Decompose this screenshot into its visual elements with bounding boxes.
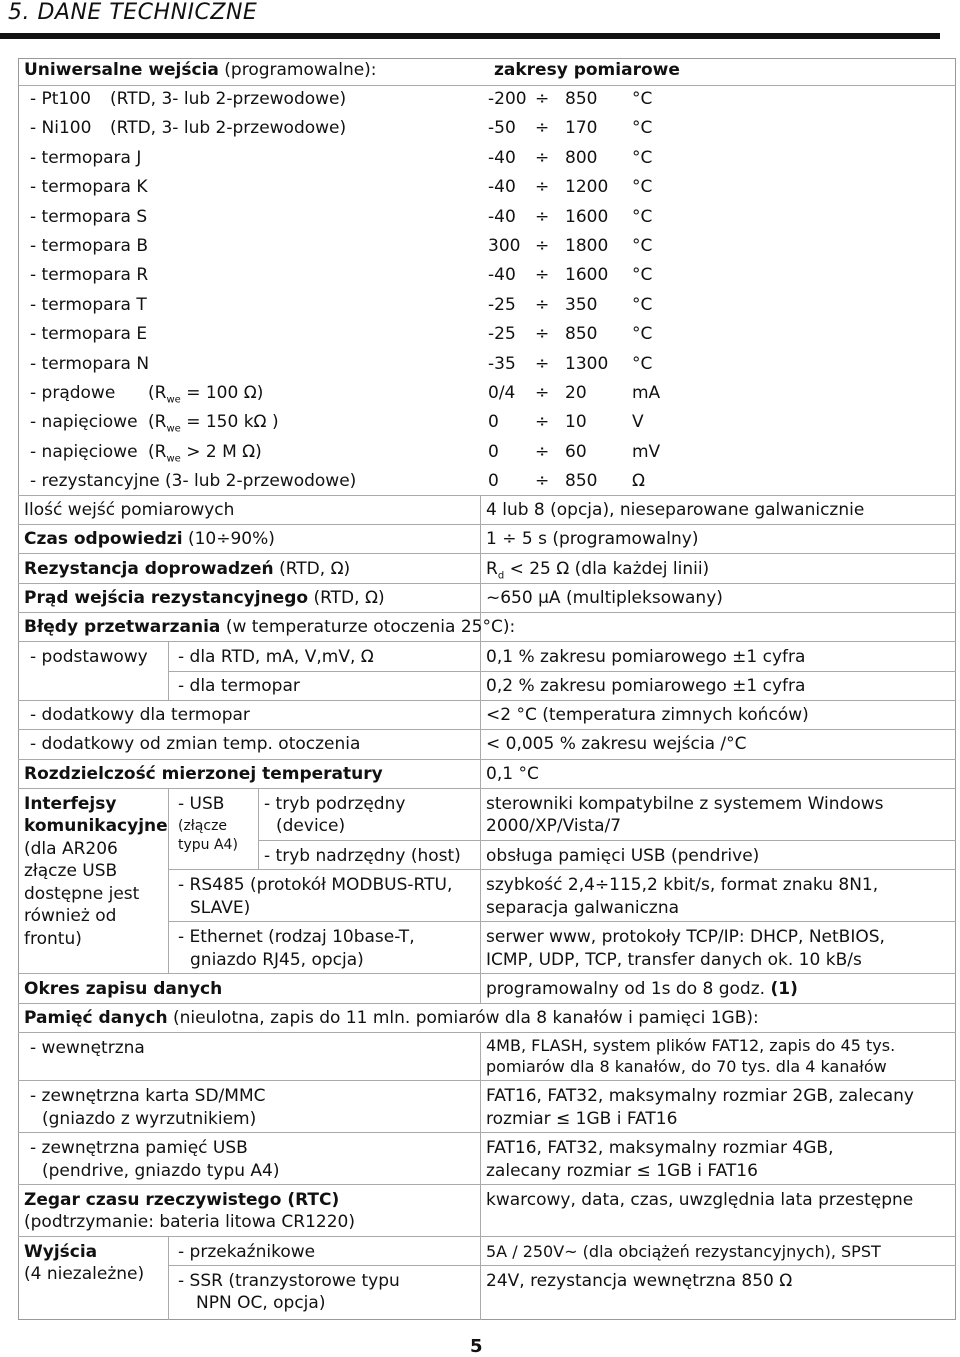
basic-error-rtd: - dla RTD, mA, V,mV, Ω [178,647,374,667]
memory-usb-value-2: zalecany rozmiar ≤ 1GB i FAT16 [486,1161,758,1181]
range-min: -200 [488,89,527,109]
input-type-name: - termopara J [30,148,142,168]
input-type-desc: (RTD, 3- lub 2-przewodowe) [110,89,347,109]
ethernet-value-2: ICMP, UDP, TCP, transfer danych ok. 10 kB/s [486,950,862,970]
relay-output-value: 5A / 250V~ (dla obciążeń rezystancyjnych), SPST [486,1242,881,1261]
errors-heading: Błędy przetwarzania (w temperaturze otoczenia 25°C): [24,617,516,637]
outputs-note: (4 niezależne) [24,1264,145,1284]
range-max: 350 [565,295,598,315]
col-divider [480,973,481,1003]
col-divider [168,788,169,973]
memory-sd-2: (gniazdo z wyrzutnikiem) [42,1109,257,1129]
row-divider [18,641,956,642]
ethernet-value: serwer www, protokoły TCP/IP: DHCP, NetBIOS, [486,927,885,947]
input-type-desc: (3- lub 2-przewodowe) [165,471,357,491]
input-current-value: ~650 µA (multipleksowany) [486,588,723,608]
row-divider [18,85,956,86]
range-max: 170 [565,118,598,138]
range-min: 0 [488,412,499,432]
input-type-desc: ($R_{we} = 150$ kΩ ) [148,412,279,435]
col-divider [258,788,259,869]
row-divider [18,1080,956,1081]
page-number: 5 [470,1336,483,1357]
row-divider [18,973,956,974]
range-separator: ÷ [535,295,550,315]
input-type-name: - termopara E [30,324,148,344]
range-max: 850 [565,324,598,344]
range-separator: ÷ [535,442,550,462]
input-type-name: - termopara T [30,295,147,315]
range-min: -25 [488,324,516,344]
basic-error-tc: - dla termopar [178,676,300,696]
range-separator: ÷ [535,118,550,138]
input-type-name: - Ni100 [30,118,92,138]
row-divider [18,1132,956,1133]
range-max: 20 [565,383,587,403]
extra-error-tc: - dodatkowy dla termopar [30,705,250,725]
interfaces-note-1: (dla AR206 [24,839,118,859]
range-unit: °C [632,324,653,344]
range-min: 300 [488,236,521,256]
rs485-value-2: separacja galwaniczna [486,898,680,918]
col-divider [168,641,169,700]
range-separator: ÷ [535,412,550,432]
range-separator: ÷ [535,324,550,344]
range-unit: Ω [632,471,645,491]
range-separator: ÷ [535,148,550,168]
range-unit: °C [632,354,653,374]
ssr-output-value: 24V, rezystancja wewnętrzna 850 Ω [486,1271,793,1291]
range-min: -35 [488,354,516,374]
input-type-desc: (RTD, 3- lub 2-przewodowe) [110,118,347,138]
rs485-label: - RS485 (protokół MODBUS-RTU, [178,875,453,895]
row-divider [18,700,956,701]
usb-note-1: (złącze [178,818,228,834]
input-type-name: - napięciowe [30,442,138,462]
relay-output: - przekaźnikowe [178,1242,316,1262]
range-unit: °C [632,148,653,168]
usb-host-value: obsługa pamięci USB (pendrive) [486,846,760,866]
range-min: -25 [488,295,516,315]
range-unit: °C [632,177,653,197]
memory-heading: Pamięć danych (nieulotna, zapis do 11 mln. pomiarów dla 8 kanałów i pamięci 1GB): [24,1008,759,1028]
logging-label: Okres zapisu danych [24,979,223,999]
interfaces-label-2: komunikacyjne [24,816,168,836]
input-count-label: Ilość wejść pomiarowych [24,500,235,520]
response-time-label: Czas odpowiedzi (10÷90%) [24,529,275,549]
interfaces-note-3: dostępne jest [24,884,140,904]
interfaces-note-2: złącze USB [24,861,118,881]
range-separator: ÷ [535,383,550,403]
range-unit: °C [632,295,653,315]
input-type-name: - rezystancyjne [30,471,160,491]
range-max: 60 [565,442,587,462]
row-divider [18,1184,956,1185]
range-min: -40 [488,177,516,197]
row-divider [18,495,956,496]
lead-resistance-value: $R_d < 25$ Ω (dla każdej linii) [486,559,710,582]
rs485-value: szybkość 2,4÷115,2 kbit/s, format znaku 8N1, [486,875,879,895]
memory-sd-value-2: rozmiar ≤ 1GB i FAT16 [486,1109,678,1129]
range-unit: V [632,412,644,432]
input-type-name: - termopara N [30,354,150,374]
basic-error-tc-value: 0,2 % zakresu pomiarowego ±1 cyfra [486,676,806,696]
input-type-name: - napięciowe [30,412,138,432]
ranges-heading: zakresy pomiarowe [494,60,680,80]
range-separator: ÷ [535,354,550,374]
range-unit: °C [632,118,653,138]
range-max: 850 [565,471,598,491]
range-min: 0/4 [488,383,516,403]
range-unit: °C [632,207,653,227]
range-unit: °C [632,265,653,285]
row-divider [18,1032,956,1033]
input-count-value: 4 lub 8 (opcja), nieseparowane galwanicznie [486,500,865,520]
rs485-label-2: SLAVE) [190,898,251,918]
usb-label: - USB [178,794,225,814]
extra-error-temp: - dodatkowy od zmian temp. otoczenia [30,734,361,754]
range-unit: °C [632,89,653,109]
row-divider [18,524,956,525]
range-min: -50 [488,118,516,138]
range-max: 1600 [565,265,609,285]
input-type-name: - termopara K [30,177,148,197]
resolution-label: Rozdzielczość mierzonej temperatury [24,764,383,784]
row-divider [18,729,956,730]
usb-note-2: typu A4) [178,837,238,853]
range-max: 1600 [565,207,609,227]
input-type-name: - termopara B [30,236,148,256]
range-min: -40 [488,207,516,227]
inputs-heading: Uniwersalne wejścia (programowalne): [24,60,377,80]
row-divider [168,921,956,922]
interfaces-note-5: frontu) [24,929,82,949]
extra-error-temp-value: < 0,005 % zakresu wejścia /°C [486,734,747,754]
ssr-output: - SSR (tranzystorowe typu [178,1271,400,1291]
rtc-note: (podtrzymanie: bateria litowa CR1220) [24,1212,356,1232]
range-max: 10 [565,412,587,432]
input-type-desc: ($R_{we} = 100$ Ω) [148,383,264,406]
row-divider [168,671,956,672]
usb-device-value-2: 2000/XP/Vista/7 [486,816,622,836]
range-separator: ÷ [535,471,550,491]
input-type-name: - prądowe [30,383,116,403]
memory-usb-2: (pendrive, gniazdo typu A4) [42,1161,280,1181]
extra-error-tc-value: <2 °C (temperatura zimnych końców) [486,705,809,725]
memory-usb-value: FAT16, FAT32, maksymalny rozmiar 4GB, [486,1138,834,1158]
range-separator: ÷ [535,89,550,109]
range-min: 0 [488,471,499,491]
range-max: 800 [565,148,598,168]
row-divider [18,788,956,789]
interfaces-label: Interfejsy [24,794,117,814]
row-divider [168,1265,956,1266]
lead-resistance-label: Rezystancja doprowadzeń (RTD, Ω) [24,559,351,579]
range-unit: °C [632,236,653,256]
interfaces-note-4: również od [24,906,117,926]
col-divider [480,1032,481,1320]
col-divider [168,1236,169,1320]
range-min: -40 [488,265,516,285]
rtc-label: Zegar czasu rzeczywistego (RTC) [24,1190,340,1210]
rtc-value: kwarcowy, data, czas, uwzględnia lata przestępne [486,1190,914,1210]
section-title: 5. DANE TECHNICZNE [8,0,258,25]
memory-sd: - zewnętrzna karta SD/MMC [30,1086,266,1106]
col-divider [480,641,481,973]
row-divider [18,759,956,760]
range-separator: ÷ [535,265,550,285]
input-type-name: - termopara R [30,265,149,285]
input-type-name: - termopara S [30,207,148,227]
range-min: 0 [488,442,499,462]
memory-usb: - zewnętrzna pamięć USB [30,1138,248,1158]
row-divider [18,1003,956,1004]
usb-host-mode: - tryb nadrzędny (host) [264,846,461,866]
row-divider [18,1236,956,1237]
range-min: -40 [488,148,516,168]
ethernet-label: - Ethernet (rodzaj 10base-T, [178,927,415,947]
usb-device-value: sterowniki kompatybilne z systemem Windows [486,794,884,814]
basic-error-label: - podstawowy [30,647,148,667]
ethernet-label-2: gniazdo RJ45, opcja) [190,950,364,970]
row-divider [168,869,956,870]
range-max: 1800 [565,236,609,256]
range-max: 1300 [565,354,609,374]
range-unit: mA [632,383,661,403]
range-unit: mV [632,442,661,462]
ssr-output-2: NPN OC, opcja) [196,1293,326,1313]
row-divider [258,840,956,841]
row-divider [18,553,956,554]
range-max: 850 [565,89,598,109]
response-time-value: 1 ÷ 5 s (programowalny) [486,529,699,549]
row-divider [18,612,956,613]
input-type-name: - Pt100 [30,89,91,109]
usb-device-mode: - tryb podrzędny [264,794,406,814]
range-max: 1200 [565,177,609,197]
memory-internal-value-2: pomiarów dla 8 kanałów, do 70 tys. dla 4 kanałów [486,1057,887,1076]
range-separator: ÷ [535,177,550,197]
range-separator: ÷ [535,207,550,227]
memory-internal: - wewnętrzna [30,1038,145,1058]
resolution-value: 0,1 °C [486,764,539,784]
basic-error-rtd-value: 0,1 % zakresu pomiarowego ±1 cyfra [486,647,806,667]
range-separator: ÷ [535,236,550,256]
outputs-label: Wyjścia [24,1242,98,1262]
memory-sd-value: FAT16, FAT32, maksymalny rozmiar 2GB, zalecany [486,1086,914,1106]
logging-value: programowalny od 1s do 8 godz. (1) [486,979,798,999]
memory-internal-value: 4MB, FLASH, system plików FAT12, zapis do 45 tys. [486,1036,896,1055]
header-rule [0,33,940,39]
input-current-label: Prąd wejścia rezystancyjnego (RTD, Ω) [24,588,385,608]
input-type-desc: ($R_{we} > 2$ M Ω) [148,442,262,465]
usb-device-mode-2: (device) [276,816,346,836]
